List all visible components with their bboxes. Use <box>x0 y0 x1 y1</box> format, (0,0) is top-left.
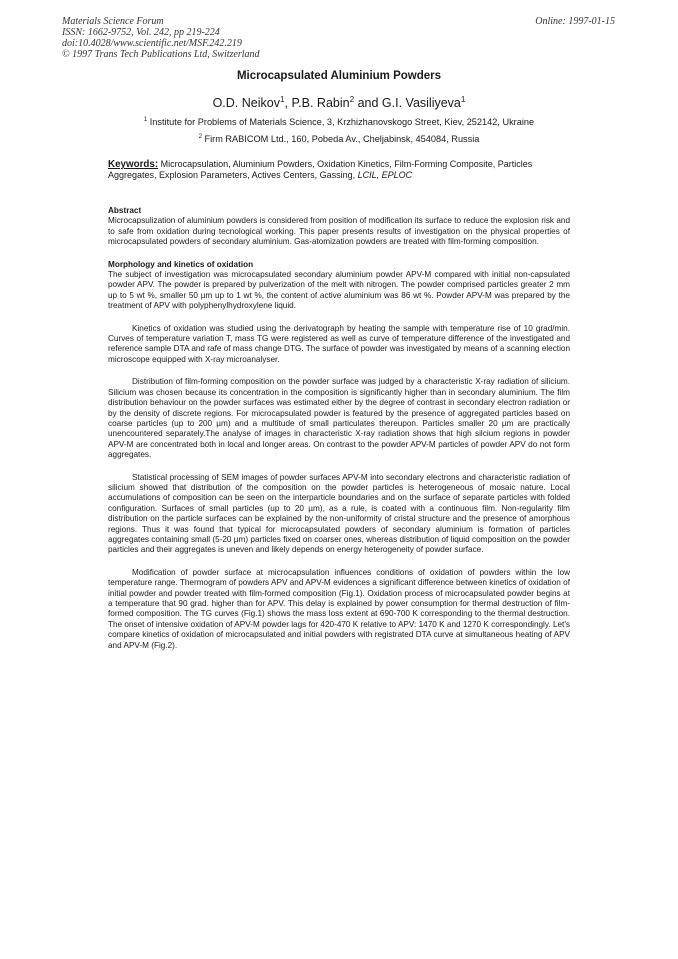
author-name: G.I. Vasiliyeva <box>381 96 461 110</box>
body-paragraph: Distribution of film-forming composition on the powder surface was judged by a characteristic X-ray radiation of silicium. Silicium was chosen because its concentration in the composition is significantly higher than in secondary aluminium. The film distribution behaviour on the powder surfaces was estimated either by the degree of contrast in secondary electron radiation or by the density of discrete regions. For microcapsulated powder is featured by the presence of aggregated particles based on coarse particles (up to 200 µm) and a multitude of small particulates thereupon. Particles smaller 20 µm are practically unencountered separately.The analyse of images in characteristic X-ray radiation shows that high silcium regions in powder APV-M are concentrated both in local and longer areas. On contrast to the powder APV-M particles of powder APV do not form aggregates. <box>108 377 570 460</box>
author-name: O.D. Neikov <box>212 96 280 110</box>
body-paragraph: Statistical processing of SEM images of powder surfaces APV-M into secondary electrons and characteristic radiation of silicium showed that distribution of the composition on the powder particles is heterogeneous of mosaic nature. Local accumulations of composition can be seen on the interparticle boundaries and on the surface of separate particles with folded configuration. Surfaces of small particles (up to 20 µm), as a rule, is coated with a continuous film. Non-regularity film distribution on the particle surfaces can be explained by the non-uniformity of cristal structure and the presence of amorphous regions. Thus it was found that typical for microcapsulated powders of secondary aluminium is formation of particles aggregates containing small (5-20 µm) particles fixed on coarser ones, whereas distribution of liquid composition on the powder particles and their aggregates is uneven and likely depends on energy heterogeneity of powder surface. <box>108 472 570 555</box>
author-list <box>0 96 678 110</box>
body-paragraph: Modification of powder surface at microcapsulation influences conditions of oxidation of powders within the low temperature range. Thermogram of powders APV and APV-M evidences a significant difference between kinetics of oxidation of initial powder and powder treated with film-formed composition (Fig.1). Oxidation process of microcapsulated powder begins at a temperature that 90 grad. higher than for APV. This delay is explained by power consumption for thermal destruction of film-formed composition. The TG curves (Fig.1) shows the mass loss extent at 690-700 K corresponding to the thermal destruction. The onset of intensive oxidation of APV-M powder lags for 420-470 K relative to APV: 1470 K and 1270 K correspondingly. Let's compare kinetics of oxidation of microcapsulated and initial powders with registrated DTA curve at simultaneous heating of APV and APV-M (Fig.2). <box>108 567 570 650</box>
section-heading: Morphology and kinetics of oxidation <box>108 259 254 269</box>
paper-body <box>108 206 570 651</box>
affiliation-text: Firm RABICOM Ltd., 160, Pobeda Av., Cheljabinsk, 454084, Russia <box>204 134 480 144</box>
author-affiliation-mark: 1 <box>460 94 466 104</box>
journal-name: Materials Science Forum <box>62 16 164 27</box>
abstract-text: Microcapsulization of aluminium powders is considered from position of modification its surface to reduce the explosion risk and to safe from oxidation during tecnological working. This paper presents results of investigation on the physical properties of microcapsulated powders of secondary aluminium. Gas-atomization powders are treated with film-forming composition. <box>108 216 570 247</box>
keywords-label: Keywords: <box>108 159 159 170</box>
abstract-heading: Abstract <box>108 206 142 215</box>
online-date: Online: 1997-01-15 <box>535 16 615 27</box>
copyright-line: © 1997 Trans Tech Publications Ltd, Switzerland <box>62 49 260 60</box>
author-affiliation-mark: 1 <box>279 94 285 104</box>
affiliation-2 <box>0 134 678 144</box>
affiliation-1 <box>0 117 678 127</box>
paper-title: Microcapsulated Aluminium Powders <box>236 70 442 82</box>
author-affiliation-mark: 2 <box>349 94 355 104</box>
doi-link[interactable]: doi:10.4028/www.scientific.net/MSF.242.219 <box>62 38 242 49</box>
issn-line: ISSN: 1662-9752, Vol. 242, pp 219-224 <box>62 27 220 38</box>
keywords-italic: LCIL, EPLOC <box>357 170 413 180</box>
spacer <box>108 556 570 568</box>
author-separator: and <box>354 96 382 110</box>
author-name: P.B. Rabin <box>291 96 350 110</box>
keywords-block <box>108 159 570 181</box>
spacer <box>108 365 570 377</box>
affiliation-mark: 1 <box>143 116 148 123</box>
author-separator: , <box>284 96 292 110</box>
spacer <box>108 312 570 324</box>
body-paragraph: Kinetics of oxidation was studied using the derivatograph by heating the sample with temperature rise of 10 grad/min. Curves of temperature variation T, mass TG were registered as well as curve of temperature difference of the investigated and reference sample DTA and rafe of mass change DTG. The surface of powder was investigated by means of a scanning election microscope equipped with X-ray microanalyser. <box>108 323 570 364</box>
keywords-text: Microcapsulation, Aluminium Powders, Oxidation Kinetics, Film-Forming Composite, Particles Aggregates, Explosion Parameters, Actives Centers, Gassing, <box>108 159 533 180</box>
spacer <box>108 248 570 260</box>
body-paragraph: The subject of investigation was microcapsulated secondary aluminium powder APV-M compared with initial non-capsulated powder APV. The powder is prepared by pulverization of the melt with nitrogen. The powder comprised particles greater 2 mm up to 5 wt %, smaller 50 µm up to 1 wt %, the content of active aluminium was 86 wt %. Powder APV-M was prepared by the treatment of APV with polyphenylhydroxylene liquid. <box>108 270 570 311</box>
affiliation-mark: 2 <box>198 133 202 140</box>
publication-header <box>62 16 260 60</box>
affiliation-text: Institute for Problems of Materials Science, 3, Krzhizhanovskogo Street, Kiev, 252142, Ukraine <box>149 117 535 127</box>
spacer <box>108 461 570 473</box>
